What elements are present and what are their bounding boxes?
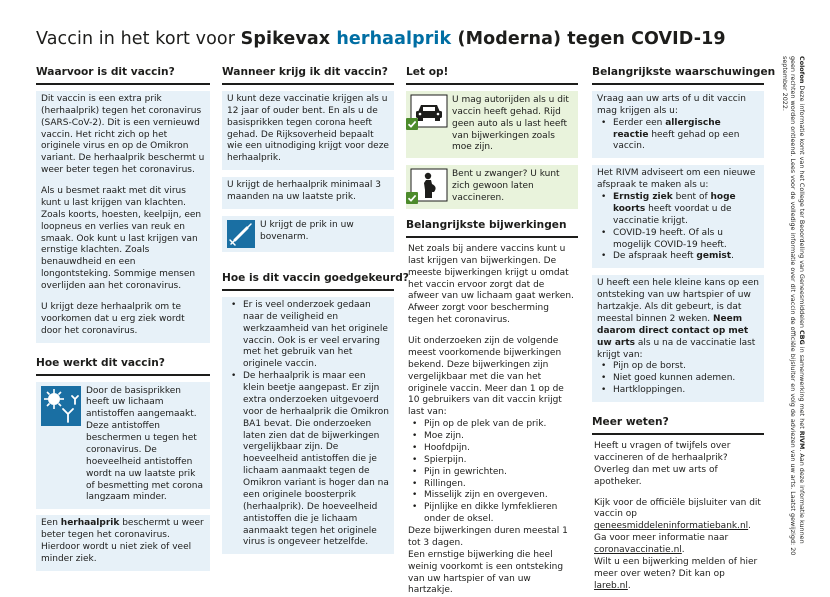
box-syringe bbox=[222, 216, 394, 252]
column-1 bbox=[36, 66, 210, 571]
box-pregnant bbox=[406, 165, 578, 209]
title-part-2: Spikevax bbox=[240, 29, 337, 49]
waarvoor-paragraph-3: U krijgt deze herhaalprik om te voorkomen dat u erg ziek wordt door het coronavirus. bbox=[41, 301, 185, 336]
goedgekeurd-list bbox=[227, 300, 389, 549]
box-waarschuwing-1 bbox=[592, 91, 764, 158]
box-car bbox=[406, 91, 578, 158]
waarvoor-paragraph-2: Als u besmet raakt met dit virus kunt u last krijgen van klachten. Zoals koorts, hoesten, keelpijn, een loopneus en verlies van reuk en smaak. Ook kunt u last krijgen van ernstige klachten. Zoals benauwdheid en een longontsteking. Sommige mensen overlijden aan het coronavirus. bbox=[41, 186, 202, 292]
waarschuwing-3-item: • Pijn op de borst. bbox=[597, 361, 759, 373]
heading-hoe-werkt: Hoe werkt dit vaccin? bbox=[36, 357, 210, 376]
box-wanneer-2 bbox=[222, 177, 394, 209]
bijwerkingen-list bbox=[408, 419, 576, 526]
bijwerkingen-paragraph-1: Net zoals bij andere vaccins kunt u last krijgen van bijwerkingen. De meeste bijwerkingen krijgt u omdat het vaccin ervoor zorgt dat de afweer van uw lichaam gaat werken. Afweer zorgt voor bescherming tegen het coronavirus. bbox=[408, 243, 574, 326]
meer-weten-paragraph-2: Kijk voor de officiële bijsluiter van dit vaccin op geneesmiddeleninformatiebank.nl. bbox=[594, 497, 761, 532]
waarschuwing-3-list bbox=[597, 361, 759, 397]
box-wanneer-1 bbox=[222, 91, 394, 170]
title-part-4: (Moderna) tegen COVID-19 bbox=[451, 29, 726, 49]
goedgekeurd-item-1: • Er is veel onderzoek gedaan naar de veiligheid en werkzaamheid van het originele vaccin. Ook is er veel ervaring met het gebruik van het originele vaccin. bbox=[227, 300, 389, 371]
waarschuwing-1-item: • Eerder een allergische reactie heeft gehad op een vaccin. bbox=[597, 118, 759, 154]
title-part-1: Vaccin in het kort voor bbox=[36, 29, 241, 49]
bijwerkingen-paragraph-3: Deze bijwerkingen duren meestal 1 tot 3 dagen. bbox=[408, 526, 568, 548]
bijwerkingen-paragraph-2: Uit onderzoeken zijn de volgende meest voorkomende bijwerkingen bekend. Deze bijwerkingen zijn vergelijkbaar met die van het originele vaccin. Meer dan 1 op de 10 gebruikers van dit vaccin krijgt last van: bbox=[408, 336, 564, 418]
waarschuwing-3-text: U heeft een hele kleine kans op een ontsteking van uw hartspier of uw hartzakje. Als dit gebeurt, is dat meestal binnen 2 weken. Neem daarom direct contact op met uw arts als u na de vaccinatie last krijgt van: bbox=[597, 278, 759, 360]
goedgekeurd-item-2: • De herhaalprik is maar een klein beetje aangepast. Er zijn extra onderzoeken uitgevoerd voor de herhaalprik die Omikron BA1 bevat. Die onderzoeken laten zien dat de bijwerkingen vergelijkbaar zijn. De hoeveelheid antistoffen die je lichaam aanmaakt tegen de Omikron variant is hoger dan na een originele boosterprik (herhaalprik). De hoeveelheid antistoffen die je lichaam aanmaakt tegen het originele virus is ongeveer hetzelfde. bbox=[227, 371, 389, 549]
heading-goedgekeurd: Hoe is dit vaccin goedgekeurd? bbox=[222, 272, 394, 291]
bijwerking-item: • Pijnlijke en dikke lymfeklieren onder de oksel. bbox=[408, 502, 576, 526]
column-2 bbox=[222, 66, 409, 554]
heading-waarschuwingen: Belangrijkste waarschuwingen bbox=[592, 66, 764, 85]
waarschuwing-3-item: • Niet goed kunnen ademen. bbox=[597, 373, 759, 385]
colofon-text: Colofon Deze informatie komt van het College ter Beoordeling van Geneesmiddelen CBG in samenwerking met het RIVM. Aan deze informatie kunnen geen rechten worden ontleend. Lees voor de volledige informatie over dit vaccin de officiële bijsluiter en volg de adviezen van uw arts. Laatst gewijzigd: 20 september 2022. bbox=[780, 56, 806, 556]
bijwerking-item: • Spierpijn. bbox=[408, 455, 576, 467]
title-part-3: herhaalprik bbox=[336, 29, 452, 49]
bijwerkingen-paragraph-4: Een ernstige bijwerking die heel weinig voorkomt is een ontsteking van uw hartspier of van uw hartzakje. bbox=[408, 549, 564, 596]
wanneer-paragraph-2: U krijgt de herhaalprik minimaal 3 maanden na uw laatste prik. bbox=[227, 180, 381, 203]
heading-wanneer: Wanneer krijg ik dit vaccin? bbox=[222, 66, 394, 85]
waarschuwing-2-intro: Het RIVM adviseert om een nieuwe afspraak te maken als u: bbox=[597, 168, 756, 191]
bijwerking-item: • Misselijk zijn en overgeven. bbox=[408, 490, 576, 502]
meer-weten-content bbox=[592, 441, 764, 593]
waarschuwing-2-list bbox=[597, 192, 759, 263]
heading-waarvoor: Waarvoor is dit vaccin? bbox=[36, 66, 210, 85]
car-text: U mag autorijden als u dit vaccin heeft gehad. Rijd geen auto als u last heeft van bijwerkingen zoals moe zijn. bbox=[452, 94, 569, 153]
meer-weten-paragraph-3: Ga voor meer informatie naar coronavaccinatie.nl. bbox=[594, 533, 729, 556]
bijwerking-item: • Hoofdpijn. bbox=[408, 443, 576, 455]
box-hoe-werkt bbox=[36, 382, 210, 510]
pregnant-text: Bent u zwanger? U kunt zich gewoon laten vaccineren. bbox=[452, 169, 560, 204]
colofon-sidebar bbox=[780, 56, 806, 556]
meer-weten-paragraph-4: Wilt u een bijwerking melden of hier meer over weten? Dit kan op lareb.nl. bbox=[594, 556, 758, 591]
waarschuwing-1-list bbox=[597, 118, 759, 154]
box-waarschuwing-2 bbox=[592, 165, 764, 268]
bijwerking-item: • Pijn in gewrichten. bbox=[408, 467, 576, 479]
waarvoor-paragraph-1: Dit vaccin is een extra prik (herhaalprik) tegen het coronavirus (SARS-CoV-2). Dit is een vernieuwd vaccin. Het richt zich op het originele virus en op de Omikron variant. De herhaalprik beschermt u weer beter tegen het coronavirus. bbox=[41, 93, 205, 176]
link-coronavaccinatie[interactable]: coronavaccinatie.nl bbox=[594, 545, 682, 556]
checkmark-icon bbox=[406, 118, 418, 130]
page-title bbox=[36, 28, 726, 51]
column-4 bbox=[592, 66, 776, 593]
herhaalprik-paragraph: Een herhaalprik beschermt u weer beter tegen het coronavirus. Hierdoor wordt u niet ziek of veel minder ziek. bbox=[41, 518, 204, 564]
hoe-werkt-text: Door de basisprikken heeft uw lichaam antistoffen aangemaakt. Deze antistoffen beschermen u tegen het coronavirus. De hoeveelheid antistoffen wordt na uw laatste prik of besmetting met corona langzaam minder. bbox=[86, 385, 203, 503]
waarschuwing-2-item-1: • Ernstig ziek bent of hoge koorts heeft voordat u de vaccinatie krijgt. bbox=[597, 192, 759, 228]
waarschuwing-2-item-3: • De afspraak heeft gemist. bbox=[597, 251, 759, 263]
waarschuwing-3-item: • Hartkloppingen. bbox=[597, 385, 759, 397]
column-3 bbox=[406, 66, 578, 597]
syringe-icon bbox=[227, 220, 255, 248]
bijwerking-item: • Rillingen. bbox=[408, 479, 576, 491]
heading-bijwerkingen: Belangrijkste bijwerkingen bbox=[406, 219, 578, 238]
syringe-text: U krijgt de prik in uw bovenarm. bbox=[260, 219, 354, 242]
link-geneesmiddeleninformatiebank[interactable]: geneesmiddeleninformatiebank.nl bbox=[594, 521, 749, 532]
heading-meer-weten: Meer weten? bbox=[592, 416, 764, 435]
waarschuwing-1-intro: Vraag aan uw arts of u dit vaccin mag krijgen als u: bbox=[597, 93, 746, 116]
virus-antibody-icon bbox=[41, 386, 81, 426]
bijwerking-item: • Pijn op de plek van de prik. bbox=[408, 419, 576, 431]
waarschuwing-2-item-2: • COVID-19 heeft. Of als u mogelijk COVID-19 heeft. bbox=[597, 228, 759, 252]
box-herhaalprik bbox=[36, 515, 210, 571]
bijwerking-item: • Moe zijn. bbox=[408, 431, 576, 443]
bijwerkingen-content bbox=[406, 244, 578, 597]
checkmark-icon bbox=[406, 192, 418, 204]
heading-let-op: Let op! bbox=[406, 66, 578, 85]
link-lareb[interactable]: lareb.nl bbox=[594, 580, 628, 591]
wanneer-paragraph-1: U kunt deze vaccinatie krijgen als u 12 jaar of ouder bent. En als u de basisprikken tegen corona heeft gehad. De Rijksoverheid bepaalt wie een uitnodiging krijgt voor deze herhaalprik. bbox=[227, 93, 389, 164]
box-waarvoor bbox=[36, 91, 210, 343]
box-waarschuwing-3 bbox=[592, 275, 764, 402]
meer-weten-paragraph-1: Heeft u vragen of twijfels over vaccineren of de herhaalprik? Overleg dan met uw arts of apotheker. bbox=[594, 441, 731, 487]
box-goedgekeurd bbox=[222, 297, 394, 554]
